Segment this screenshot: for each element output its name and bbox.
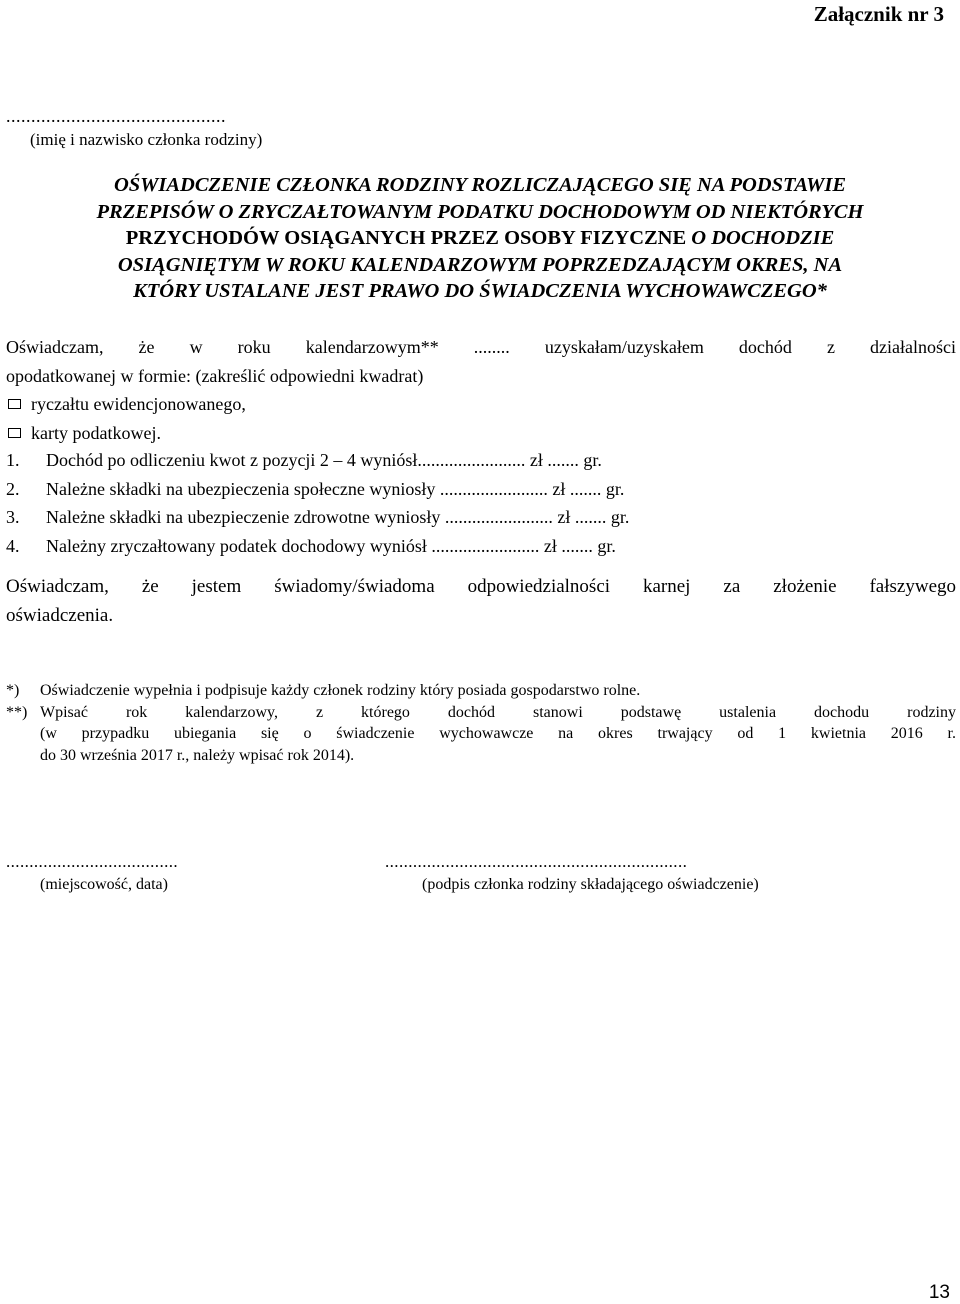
- footnote-text: [40, 702, 956, 767]
- item-text: Należne składki na ubezpieczenie zdrowotne wyniosły ........................ zł ....... gr.: [46, 507, 630, 527]
- footnote-line: Wpisać rok kalendarzowy, z którego dochód stanowi podstawę ustalenia dochodu rodziny: [40, 703, 956, 721]
- item-number: 2.: [6, 478, 20, 499]
- title-line-3b: O DOCHODZIE: [686, 227, 835, 249]
- place-date-caption: (miejscowość, data): [40, 876, 168, 893]
- name-fill-line: ............................................: [6, 106, 226, 126]
- signature-fill-line: .................................................................: [385, 852, 688, 871]
- item-text: Należny zryczałtowany podatek dochodowy wyniósł ........................ zł ....... gr.: [46, 535, 616, 556]
- amount-item: [6, 503, 956, 532]
- declaration-paragraph: [6, 573, 956, 630]
- footnote-mark: *): [6, 682, 20, 699]
- amount-items: [6, 446, 956, 560]
- item-text: Dochód po odliczeniu kwot z pozycji 2 – 4 wyniósł........................ zł ....... gr.: [46, 450, 602, 470]
- option-tax-card-label: karty podatkowej.: [31, 422, 161, 443]
- page-number: 13: [928, 1282, 950, 1303]
- item-number: 4.: [6, 535, 20, 556]
- amount-item: [6, 446, 956, 475]
- option-lump-sum[interactable]: [6, 390, 956, 419]
- item-number: 1.: [6, 450, 20, 470]
- title-line-3: [4, 225, 956, 252]
- footnote-text: Oświadczenie wypełnia i podpisuje każdy członek rodziny który posiada gospodarstwo rolne.: [40, 682, 641, 699]
- statement-line-1: Oświadczam, że w roku kalendarzowym** ........ uzyskałam/uzyskałem dochód z działalności: [6, 337, 956, 357]
- declaration-line-2: oświadczenia.: [6, 604, 114, 626]
- name-caption: (imię i nazwisko członka rodziny): [30, 130, 263, 149]
- footnotes: [6, 680, 956, 766]
- checkbox-tax-card[interactable]: [8, 428, 21, 438]
- amount-item: [6, 532, 956, 561]
- item-number: 3.: [6, 507, 20, 527]
- checkbox-lump-sum[interactable]: [8, 399, 21, 409]
- item-text: Należne składki na ubezpieczenia społeczne wyniosły ........................ zł ....... gr.: [46, 478, 625, 499]
- title-line-3a: PRZYCHODÓW OSIĄGANYCH PRZEZ OSOBY FIZYCZNE: [125, 227, 687, 249]
- footnote-line: (w przypadku ubiegania się o świadczenie wychowawcze na okres trwający od 1 kwietnia 2016 r.: [40, 725, 956, 742]
- statement-line-2: opodatkowanej w formie: (zakreślić odpowiedni kwadrat): [6, 365, 424, 386]
- option-tax-card[interactable]: [6, 419, 956, 448]
- footnote: [6, 702, 956, 767]
- signature-caption: (podpis członka rodziny składającego oświadczenie): [422, 876, 759, 893]
- option-lump-sum-label: ryczałtu ewidencjonowanego,: [31, 394, 246, 414]
- footnote: [6, 680, 956, 702]
- place-date-fill-line: .....................................: [6, 852, 179, 871]
- title-line-1: OŚWIADCZENIE CZŁONKA RODZINY ROZLICZAJĄCEGO SIĘ NA PODSTAWIE: [113, 174, 847, 196]
- footnote-line: do 30 września 2017 r., należy wpisać rok 2014).: [40, 746, 355, 764]
- title-line-4: OSIĄGNIĘTYM W ROKU KALENDARZOWYM POPRZEDZAJĄCYM OKRES, NA: [117, 253, 843, 276]
- title-line-2: PRZEPISÓW O ZRYCZAŁTOWANYM PODATKU DOCHODOWYM OD NIEKTÓRYCH: [96, 200, 864, 223]
- annex-label: Załącznik nr 3: [813, 2, 944, 26]
- document-title: [4, 172, 956, 305]
- amount-item: [6, 475, 956, 504]
- statement-paragraph: [6, 333, 956, 447]
- footnote-mark: **): [6, 703, 28, 721]
- title-line-5: KTÓRY USTALANE JEST PRAWO DO ŚWIADCZENIA WYCHOWAWCZEGO*: [133, 280, 827, 302]
- declaration-line-1: Oświadczam, że jestem świadomy/świadoma odpowiedzialności karnej za złożenie fałszywego: [6, 576, 956, 597]
